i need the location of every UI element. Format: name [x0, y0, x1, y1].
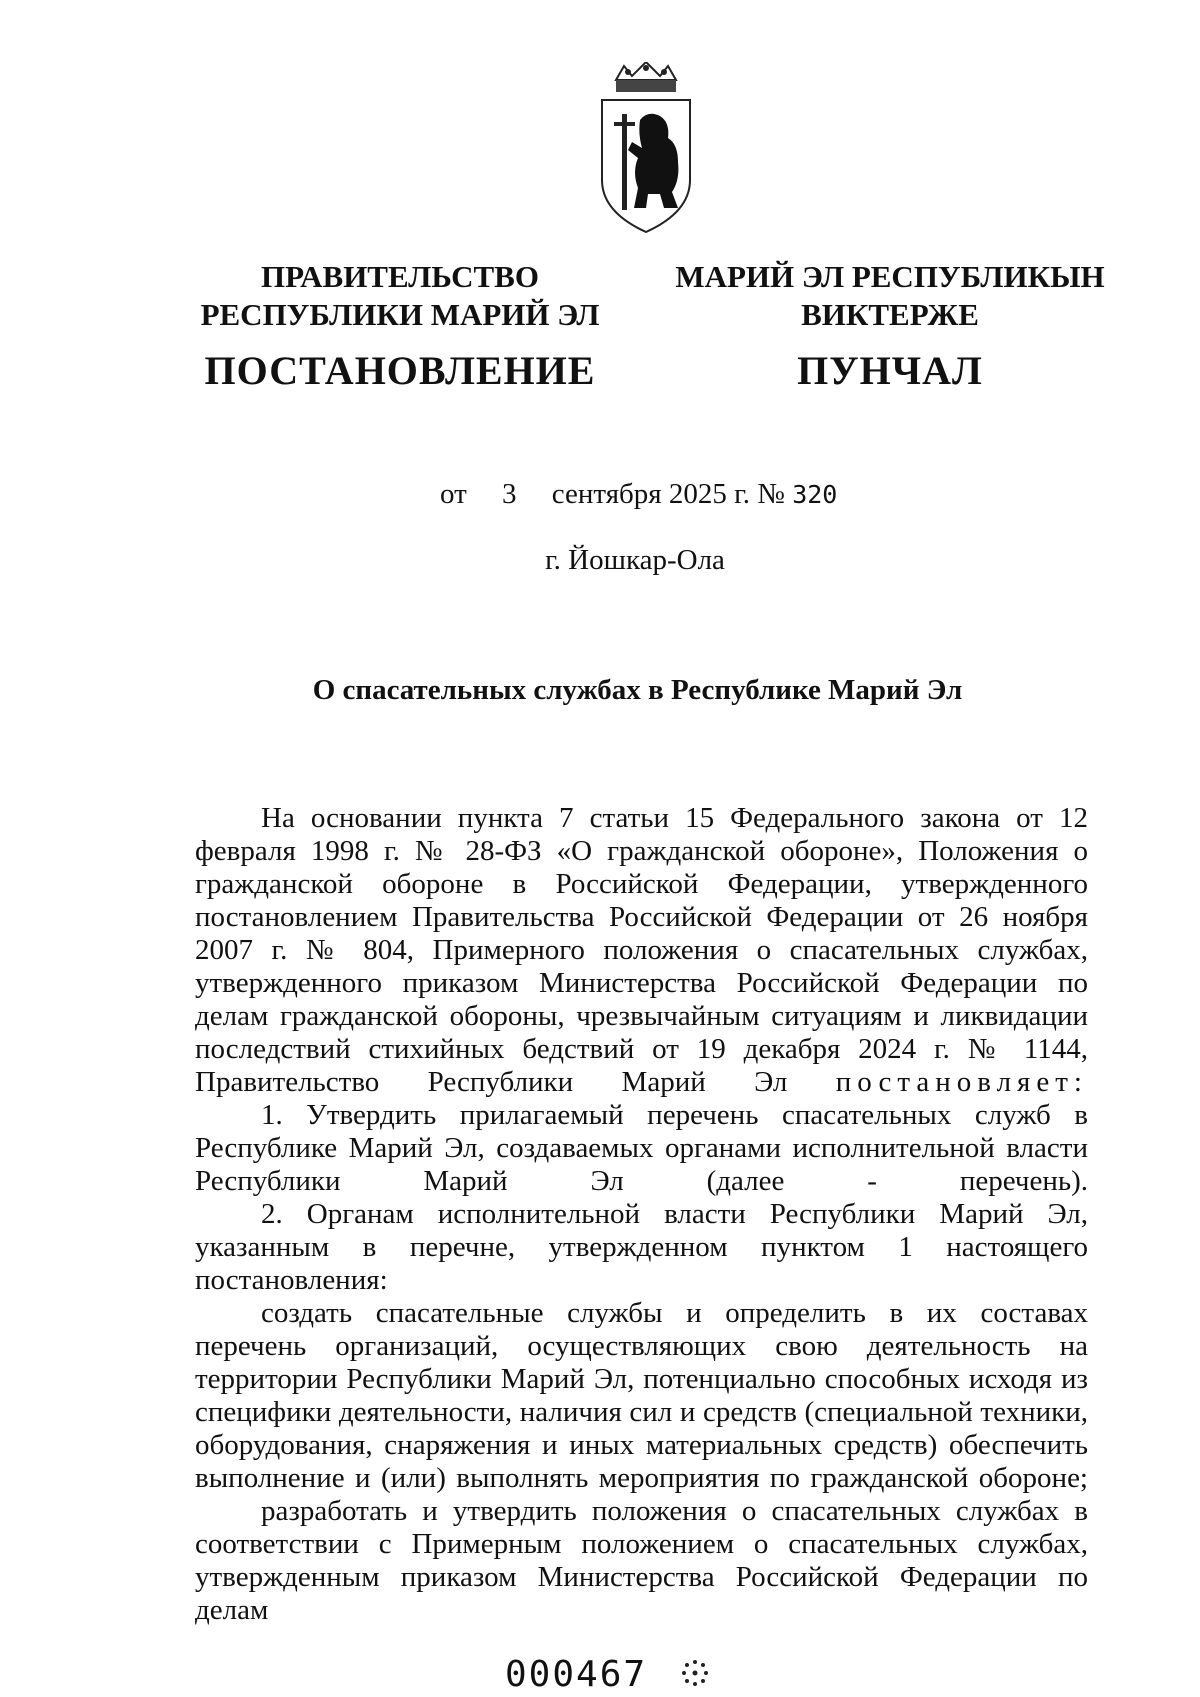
- serial-number: 000467: [505, 1654, 648, 1695]
- paragraph-2: 1. Утвердить прилагаемый перечень спасательных служб в Республике Марий Эл, создаваемых органами исполнительной власти Республики Марий Эл (далее - перечень).: [195, 1099, 1088, 1197]
- header-right-block: [660, 258, 1120, 393]
- header-right-line2: ВИКТЕРЖЕ: [801, 297, 979, 332]
- city-name: г. Йошкар-Ола: [545, 544, 725, 576]
- paragraph-1-decree-word: постановляет:: [835, 1066, 1088, 1098]
- document-body: [195, 802, 1088, 1627]
- header-right-line1: МАРИЙ ЭЛ РЕСПУБЛИКЫН: [675, 259, 1105, 294]
- header-right-title: ПУНЧАЛ: [797, 348, 983, 393]
- header-left-title: ПОСТАНОВЛЕНИЕ: [204, 348, 596, 393]
- header-left-line2: РЕСПУБЛИКИ МАРИЙ ЭЛ: [200, 297, 600, 332]
- date-day: 3: [502, 478, 517, 510]
- date-month-year: сентября 2025 г. №: [551, 478, 785, 510]
- date-line: [440, 478, 837, 511]
- paragraph-1: [195, 802, 1088, 1099]
- paragraph-1-text: На основании пункта 7 статьи 15 Федерального закона от 12 февраля 1998 г. № 28-ФЗ «О гражданской обороне», Положения о гражданской обороне в Российской Федерации, утвержденного постановлением Правительства Российской Федерации от 26 ноября 2007 г. № 804, Примерного положения о спасательных службах, утвержденного приказом Министерства Российской Федерации по делам гражданской обороны, чрезвычайным ситуациям и ликвидации последствий стихийных бедствий от 19 декабря 2024 г. № 1144, Правительство Республики Марий Эл: [195, 802, 1088, 1098]
- document-number: 320: [792, 480, 838, 509]
- paragraph-3: 2. Органам исполнительной власти Республики Марий Эл, указанным в перечне, утвержденном пунктом 1 настоящего постановления:: [195, 1198, 1088, 1296]
- paragraph-5: разработать и утвердить положения о спасательных службах в соответствии с Примерным положением о спасательных службах, утвержденным приказом Министерства Российской Федерации по делам: [195, 1495, 1088, 1626]
- asterisk-mark-icon: [680, 1658, 710, 1688]
- coat-of-arms-icon: [598, 62, 694, 238]
- paragraph-4: создать спасательные службы и определить в их составах перечень организаций, осуществляющих свою деятельность на территории Республики Марий Эл, потенциально способных исходя из специфики деятельности, наличия сил и средств (специальной техники, оборудования, снаряжения и иных материальных средств) обеспечить выполнение и (или) выполнять мероприятия по гражданской обороне;: [195, 1297, 1088, 1494]
- header-left-block: [190, 258, 610, 393]
- date-from: от: [440, 478, 467, 510]
- header-left-line1: ПРАВИТЕЛЬСТВО: [261, 259, 539, 294]
- document-subject: О спасательных службах в Республике Марий Эл: [312, 674, 963, 706]
